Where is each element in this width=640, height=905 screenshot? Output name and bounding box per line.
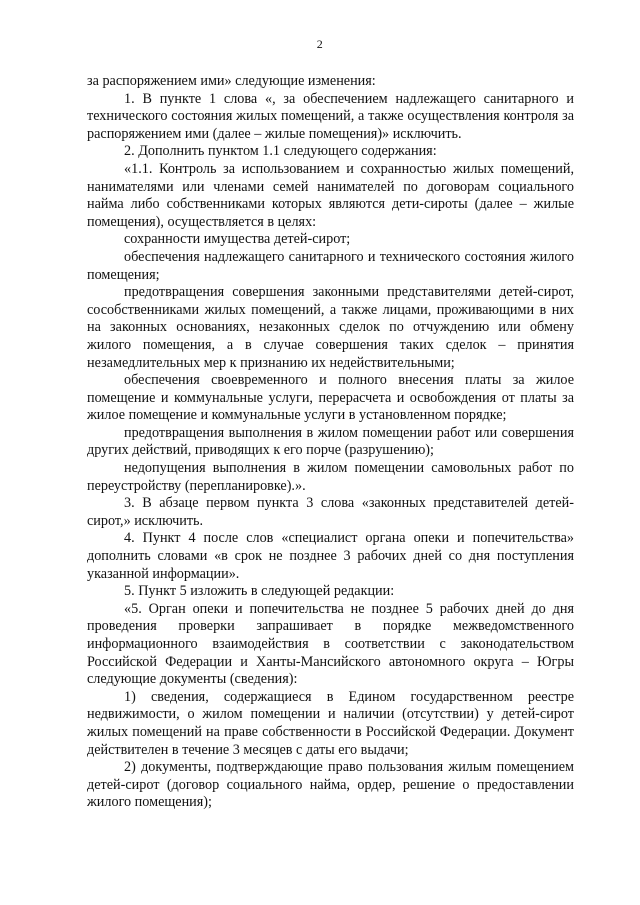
paragraph-goal-replanning: недопущения выполнения в жилом помещении самовольных работ по переустройству (перепланировке).». <box>87 460 574 494</box>
paragraph-item-4: 4. Пункт 4 после слов «специалист органа опеки и попечительства» дополнить словами «в срок не позднее 3 рабочих дней со дня поступления указанной информации». <box>87 530 574 582</box>
paragraph-clause-5: «5. Орган опеки и попечительства не позднее 5 рабочих дней до дня проведения проверки запрашивает в порядке межведомственного информационного взаимодействия в соответствии с законодательством Российской Федерации и Ханты-Мансийского автономного округа – Югры следующие документы (сведения): <box>87 600 574 688</box>
paragraph-goal-property: сохранности имущества детей-сирот; <box>124 231 351 248</box>
paragraph-goal-damage: предотвращения выполнения в жилом помещении работ или совершения других действий, приводящих к его порче (разрушению); <box>87 424 574 459</box>
paragraph-goal-payments: обеспечения своевременного и полного внесения платы за жилое помещение и коммунальные услуги, перерасчета и освобождения от платы за жилое помещение и коммунальные услуги в установленном порядке; <box>87 372 574 424</box>
paragraph-clause-1-1: «1.1. Контроль за использованием и сохранностью жилых помещений, нанимателями или членами семей нанимателей по договорам социального найма либо собственниками которых являются дети-сироты (далее – жилые помещения), осуществляется в целях: <box>87 160 574 230</box>
paragraph-item-3: 3. В абзаце первом пункта 3 слова «законных представителей детей-сирот,» исключить. <box>87 495 574 529</box>
paragraph-item-2: 2. Дополнить пунктом 1.1 следующего содержания: <box>124 143 437 160</box>
paragraph-doc-2: 2) документы, подтверждающие право пользования жилым помещением детей-сирот (договор социального найма, ордер, решение о предоставлении жилого помещения); <box>87 759 574 811</box>
paragraph-goal-sanitary: обеспечения надлежащего санитарного и технического состояния жилого помещения; <box>87 248 574 283</box>
paragraph-goal-transactions: предотвращения совершения законными представителями детей-сирот, сособственниками жилых помещений, а также лицами, проживающими в них на законных основаниях, незаконных сделок по отчуждению или обмену жилого помещения, а в случае совершения таких сделок – принятия незамедлительных мер к признанию их недействительными; <box>87 284 574 371</box>
page-number: 2 <box>316 37 324 51</box>
paragraph-item-5: 5. Пункт 5 изложить в следующей редакции: <box>124 583 395 600</box>
paragraph-doc-1: 1) сведения, содержащиеся в Едином государственном реестре недвижимости, о жилом помещении и наличии (отсутствии) у детей-сирот жилых помещений на праве собственности в Российской Федерации. Документ действителен в течение 3 месяцев с даты его выдачи; <box>87 688 574 758</box>
paragraph-intro-continuation: за распоряжением ими» следующие изменения: <box>87 73 376 89</box>
document-body <box>87 73 574 812</box>
paragraph-item-1: 1. В пункте 1 слова «, за обеспечением надлежащего санитарного и технического состояния жилых помещений, а также осуществления контроля за распоряжением ими (далее – жилые помещения)» исключить. <box>87 90 574 142</box>
